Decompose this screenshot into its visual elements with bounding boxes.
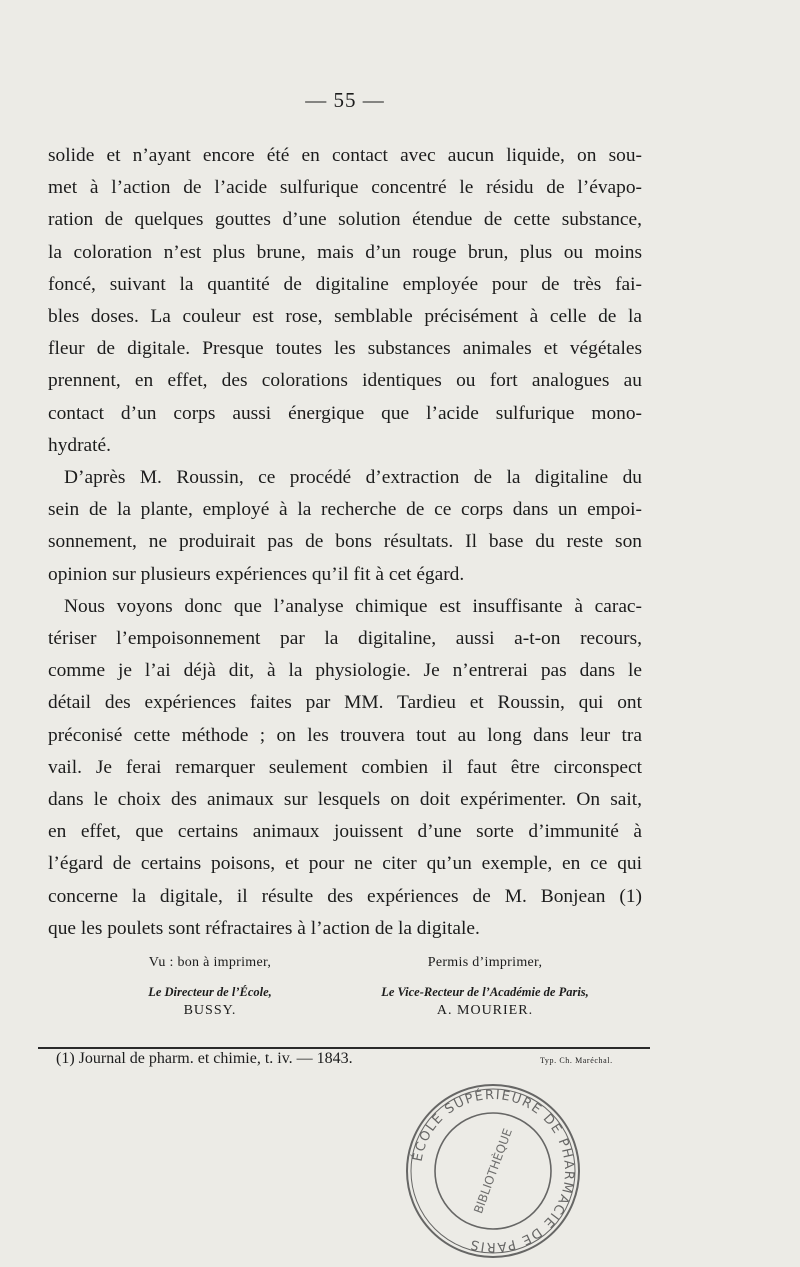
approval-title: Le Directeur de l’École, [148,985,272,999]
approval-heading: Permis d’imprimer, [427,955,543,970]
text-line: met à l’action de l’acide sulfurique concentré le résidu de l’évapo- [48,177,642,199]
text-line: tériser l’empoisonnement par la digitaline, aussi a-t-on recours, [48,628,642,650]
text-line: préconisé cette méthode ; on les trouvera tout au long dans leur tra [48,724,642,746]
stamp-inner-text: BIBLIOTHÈQUE [471,1126,515,1216]
text-line: la coloration n’est plus brune, mais d’un rouge brun, plus ou moins [48,241,642,263]
text-line: Nous voyons donc que l’analyse chimique est insuffisante à carac- [64,595,642,617]
approval-heading: Vu : bon à imprimer, [148,955,272,970]
approval-title: Le Vice-Recteur de l’Académie de Paris, [381,985,589,999]
approval-left [60,955,360,1019]
text-line: comme je l’ai déjà dit, à la physiologie. Je n’entrerai pas dans le [48,660,642,682]
text-line: l’égard de certains poisons, et pour ne citer qu’un exemple, en ce qui [48,853,642,875]
stamp-outer-textpath: ÉCOLE SUPÉRIEURE DE PHARMACIE DE PARIS [410,1087,577,1255]
approval-name: BUSSY. [183,1003,237,1018]
text-line: opinion sur plusieurs expériences qu’il fit à cet égard. [48,563,465,585]
text-line: prennent, en effet, des colorations identiques ou fort analogues au [48,370,642,392]
paragraph-3 [48,591,642,945]
text-line: ration de quelques gouttes d’une solution étendue de cette substance, [48,209,642,231]
text-line: hydraté. [48,434,111,456]
text-line: solide et n’ayant encore été en contact avec aucun liquide, on sou- [48,145,642,166]
paragraph-1 [48,140,642,462]
text-line: sonnement, ne produirait pas de bons résultats. Il base du reste son [48,531,642,553]
text-line: en effet, que certains animaux jouissent d’une sorte d’immunité à [48,821,642,843]
text-line: D’après M. Roussin, ce procédé d’extraction de la digitaline du [64,467,642,489]
text-line: sein de la plante, employé à la recherche de ce corps dans un empoi- [48,499,642,521]
text-line: dans le choix des animaux sur lesquels on doit expérimenter. On sait, [48,789,642,811]
text-line: vail. Je ferai remarquer seulement combien il faut être circonspect [48,756,642,778]
text-line: concerne la digitale, il résulte des expériences de M. Bonjean (1) [48,885,642,907]
footnote-rule [38,1047,650,1049]
body-text [48,140,642,945]
text-line: foncé, suivant la quantité de digitaline employée pour de très fai- [48,273,642,295]
approval-name: A. MOURIER. [436,1003,534,1018]
text-line: détail des expériences faites par MM. Tardieu et Roussin, qui ont [48,692,642,714]
text-line: que les poulets sont réfractaires à l’action de la digitale. [48,917,480,939]
printer-mark: Typ. Ch. Maréchal. [540,1056,613,1065]
footnote: (1) Journal de pharm. et chimie, t. iv. — 1843. [56,1050,353,1067]
paragraph-2 [48,462,642,591]
text-line: contact d’un corps aussi énergique que l’acide sulfurique mono- [48,402,642,424]
page-number: — 55 — [305,88,385,112]
text-line: bles doses. La couleur est rose, semblable précisément à celle de la [48,306,642,328]
approval-right [330,955,640,1019]
text-line: fleur de digitale. Presque toutes les substances animales et végétales [48,338,642,360]
library-stamp [398,1080,588,1262]
